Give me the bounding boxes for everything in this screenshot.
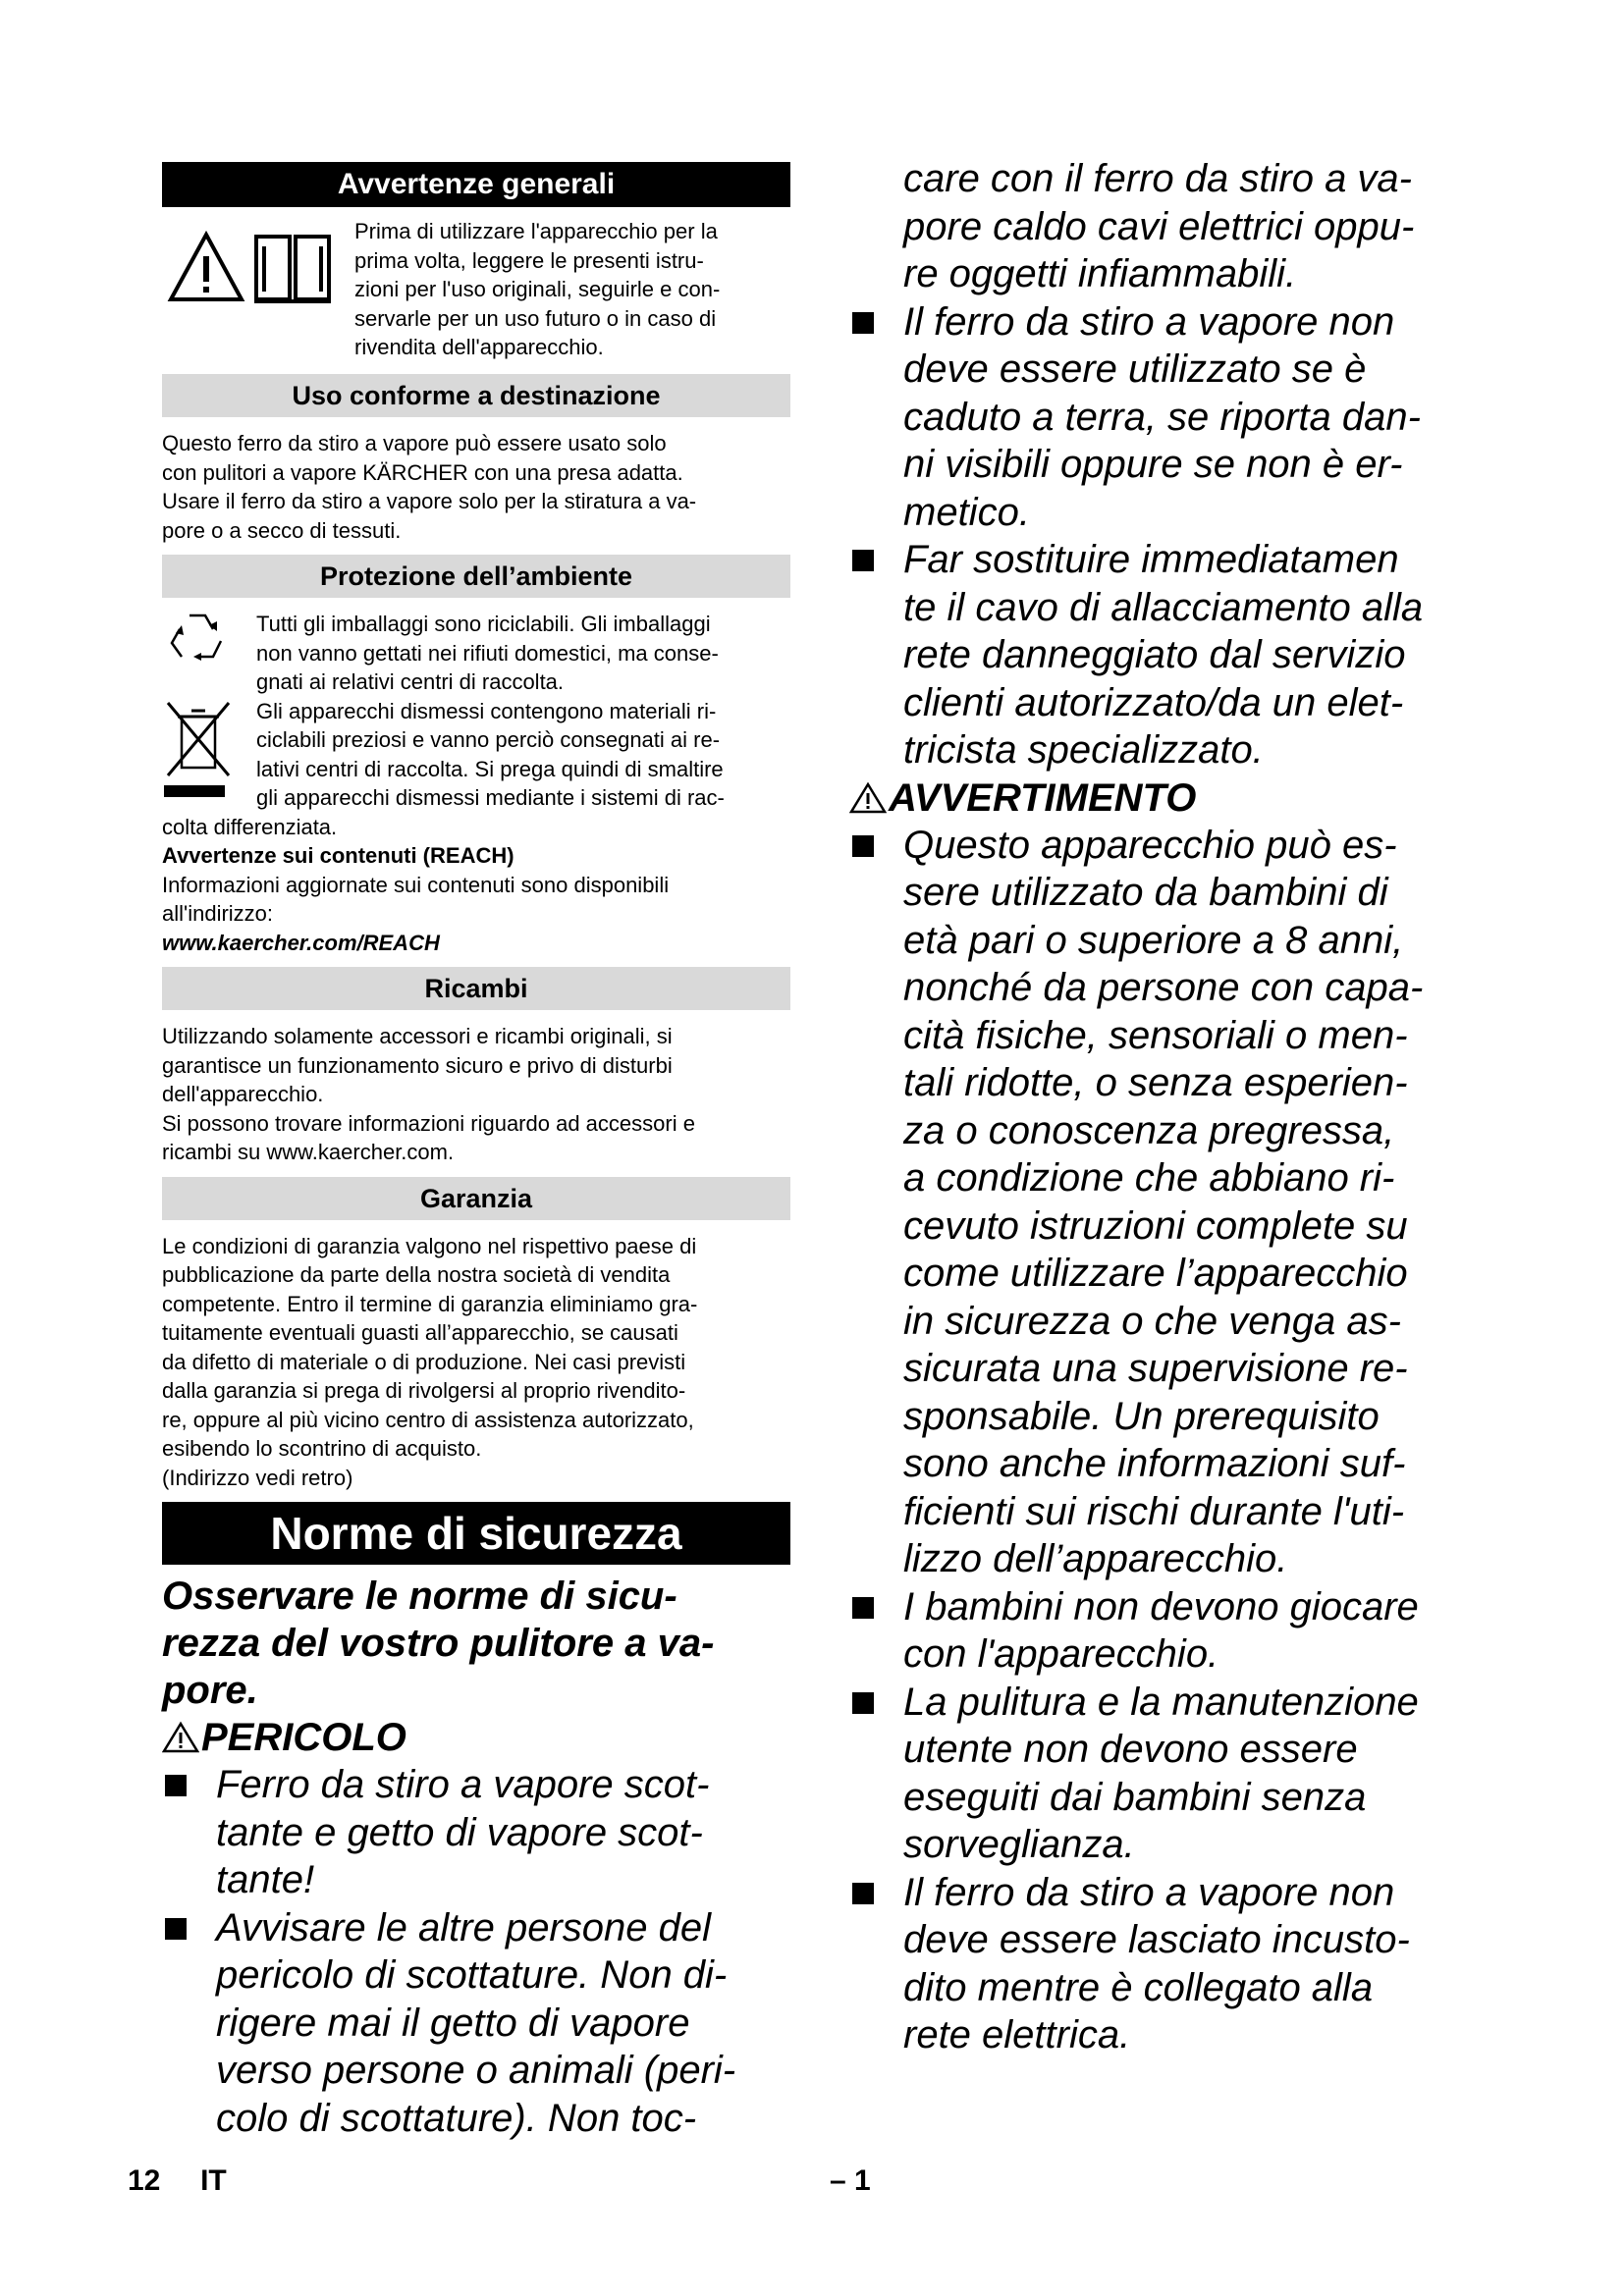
text-line: in sicurezza o che venga as- xyxy=(903,1299,1401,1343)
text-line: Prima di utilizzare l'apparecchio per la xyxy=(354,219,718,243)
text-line: Far sostituire immediatamen xyxy=(903,538,1399,581)
text-line: La pulitura e la manutenzione xyxy=(903,1680,1419,1724)
bullet-square-icon xyxy=(852,1883,874,1904)
text-line: sere utilizzato da bambini di xyxy=(903,871,1388,914)
list-item xyxy=(849,1679,1483,1869)
page-footer-left xyxy=(128,2164,227,2198)
page-footer-center: – 1 xyxy=(830,2164,871,2197)
text-line: Il ferro da stiro a vapore non xyxy=(903,1870,1395,1914)
weee-block xyxy=(162,697,790,813)
text-line: metico. xyxy=(903,490,1030,534)
weee-text xyxy=(162,697,790,813)
text-line: gli apparecchi dismessi mediante i sistemi di rac- xyxy=(256,785,725,810)
language-code: IT xyxy=(200,2164,227,2197)
right-list-top xyxy=(849,298,1483,774)
text-line: nonché da persone con capa- xyxy=(903,966,1424,1009)
bullet-square-icon xyxy=(165,1775,187,1796)
bullet-square-icon xyxy=(852,835,874,857)
text-line: rigere mai il getto di vapore xyxy=(216,2001,690,2045)
text-line: tali ridotte, o senza esperien- xyxy=(903,1061,1408,1104)
text-line: care con il ferro da stiro a va- xyxy=(903,157,1412,200)
section-title-general: Avvertenze generali xyxy=(162,162,790,207)
norme-subtitle-line: rezza del vostro pulitore a va- xyxy=(162,1622,715,1665)
text-line: esibendo lo scontrino di acquisto. xyxy=(162,1436,482,1461)
text-line: pericolo di scottature. Non di- xyxy=(216,1953,728,1997)
text-line: sponsabile. Un prerequisito xyxy=(903,1394,1380,1438)
text-line: dell'apparecchio. xyxy=(162,1082,324,1106)
section-title-ambiente: Protezione dell’ambiente xyxy=(162,555,790,598)
text-line: Informazioni aggiornate sui contenuti sono disponibili xyxy=(162,872,670,897)
text-line: re oggetti infiammabili. xyxy=(903,252,1297,295)
section-title-uso: Uso conforme a destinazione xyxy=(162,374,790,417)
list-item xyxy=(162,1904,790,2143)
ricambi-text xyxy=(162,1022,790,1167)
right-list-bottom xyxy=(849,822,1483,2059)
section-title-garanzia: Garanzia xyxy=(162,1177,790,1220)
text-line: Si possono trovare informazioni riguardo ad accessori e xyxy=(162,1110,695,1136)
text-line: Il ferro da stiro a vapore non xyxy=(903,299,1395,344)
text-line: Le condizioni di garanzia valgono nel rispettivo paese di xyxy=(162,1233,697,1258)
text-line: te il cavo di allacciamento alla xyxy=(903,585,1424,629)
text-line: tuitamente eventuali guasti all’apparecchio, se causati xyxy=(162,1320,678,1345)
general-intro xyxy=(162,217,790,364)
text-line: Utilizzando solamente accessori e ricambi originali, si xyxy=(162,1024,673,1048)
text-line: tricista specializzato. xyxy=(903,728,1264,772)
bullet-square-icon xyxy=(852,550,874,571)
text-line: tante e getto di vapore scot- xyxy=(216,1810,703,1854)
text-line: Tutti gli imballaggi sono riciclabili. Gli imballaggi xyxy=(256,612,711,636)
text-line: (Indirizzo vedi retro) xyxy=(162,1465,353,1490)
uso-text xyxy=(162,429,790,545)
text-line: rete danneggiato dal servizio xyxy=(903,633,1406,676)
text-line: lizzo dell’apparecchio. xyxy=(903,1537,1288,1580)
text-line: prima volta, leggere le presenti istru- xyxy=(354,247,704,273)
text-line: all'indirizzo: xyxy=(162,901,274,926)
text-line: ciclabili preziosi e vanno perciò consegnati ai re- xyxy=(256,727,721,752)
text-line: competente. Entro il termine di garanzia eliminiamo gra- xyxy=(162,1291,698,1316)
general-text xyxy=(354,217,720,364)
reach-title: Avvertenze sui contenuti (REACH) xyxy=(162,843,514,868)
bullet-square-icon xyxy=(852,1692,874,1714)
manual-book-icon xyxy=(252,229,333,307)
text-line: deve essere utilizzato se è xyxy=(903,347,1367,391)
text-line: sono anche informazioni suf- xyxy=(903,1442,1406,1485)
bullet-square-icon xyxy=(852,1597,874,1619)
text-line: con l'apparecchio. xyxy=(903,1632,1219,1676)
text-line: da difetto di materiale o di produzione. Nei casi previsti xyxy=(162,1349,686,1374)
text-line: Usare il ferro da stiro a vapore solo per la stiratura a va- xyxy=(162,489,697,513)
text-line: rivendita dell'apparecchio. xyxy=(354,335,604,359)
avvertimento-heading xyxy=(849,774,1483,822)
right-column xyxy=(849,155,1483,2059)
text-line: servarle per un uso futuro o in caso di xyxy=(354,305,717,331)
pericolo-heading xyxy=(162,1714,790,1761)
recycle-text xyxy=(162,610,790,697)
warning-triangle-icon xyxy=(167,229,245,307)
warning-triangle-icon xyxy=(162,1721,199,1754)
list-item xyxy=(849,1869,1483,2059)
text-line: Avvisare le altre persone del xyxy=(216,1905,711,1949)
text-line: ricambi su www.kaercher.com. xyxy=(162,1140,455,1164)
norme-subtitle-line: pore. xyxy=(162,1669,258,1712)
text-line: Questo apparecchio può es- xyxy=(903,823,1397,867)
text-line: verso persone o animali (peri- xyxy=(216,2049,736,2092)
list-item xyxy=(162,1761,790,1904)
list-item xyxy=(849,298,1483,537)
text-line: dalla garanzia si prega di rivolgersi al proprio rivendito- xyxy=(162,1378,686,1403)
recycle-block xyxy=(162,610,790,697)
text-line: clienti autorizzato/da un elet- xyxy=(903,680,1404,724)
text-line: caduto a terra, se riporta dan- xyxy=(903,395,1421,439)
text-line: dito mentre è collegato alla xyxy=(903,1965,1374,2009)
text-line: sorveglianza. xyxy=(903,1823,1135,1866)
section-title-ricambi: Ricambi xyxy=(162,967,790,1010)
bullet-square-icon xyxy=(165,1918,187,1940)
list-item xyxy=(849,536,1483,774)
text-line: Questo ferro da stiro a vapore può essere usato solo xyxy=(162,431,667,455)
crossed-bin-icon xyxy=(164,699,233,801)
text-line: garantisce un funzionamento sicuro e privo di disturbi xyxy=(162,1052,673,1078)
pericolo-list xyxy=(162,1761,790,2142)
text-line: colta differenziata. xyxy=(162,814,338,839)
text-line: pore o a secco di tessuti. xyxy=(162,517,402,543)
reach-url-link[interactable]: www.kaercher.com/REACH xyxy=(162,930,440,955)
text-line: re, oppure al più vicino centro di assistenza autorizzato, xyxy=(162,1407,694,1432)
text-line: rete elettrica. xyxy=(903,2013,1131,2056)
text-line: pubblicazione da parte della nostra società di vendita xyxy=(162,1262,671,1287)
list-item xyxy=(849,822,1483,1583)
text-line: ni visibili oppure se non è er- xyxy=(903,443,1403,486)
list-item xyxy=(849,1583,1483,1679)
text-line: deve essere lasciato incusto- xyxy=(903,1918,1410,1961)
text-line: cevuto istruzioni complete su xyxy=(903,1203,1408,1248)
text-line: colo di scottature). Non toc- xyxy=(216,2096,697,2140)
text-line: I bambini non devono giocare xyxy=(903,1584,1419,1629)
text-line: pore caldo cavi elettrici oppu- xyxy=(903,204,1415,248)
intro-icons xyxy=(162,217,354,364)
left-column xyxy=(162,162,790,2142)
text-line: eseguiti dai bambini senza xyxy=(903,1775,1367,1819)
recycle-icon xyxy=(162,606,233,676)
text-line: lativi centri di raccolta. Si prega quindi di smaltire xyxy=(256,756,724,781)
text-line: età pari o superiore a 8 anni, xyxy=(903,918,1404,962)
text-line: gnati ai relativi centri di raccolta. xyxy=(256,669,565,694)
text-line: non vanno gettati nei rifiuti domestici, ma conse- xyxy=(256,640,719,666)
text-line: Ferro da stiro a vapore scot- xyxy=(216,1763,710,1806)
pericolo-label: PERICOLO xyxy=(201,1716,406,1759)
text-line: come utilizzare l’apparecchio xyxy=(903,1252,1408,1295)
text-line: utente non devono essere xyxy=(903,1728,1358,1771)
text-line: tante! xyxy=(216,1858,315,1901)
norme-subtitle-line: Osservare le norme di sicu- xyxy=(162,1575,677,1618)
warning-triangle-icon xyxy=(849,781,887,815)
text-line: Gli apparecchi dismessi contengono materiali ri- xyxy=(256,698,717,723)
text-line: a condizione che abbiano ri- xyxy=(903,1156,1395,1200)
page-number: 12 xyxy=(128,2164,161,2197)
text-line: za o conoscenza pregressa, xyxy=(903,1108,1395,1152)
bullet-square-icon xyxy=(852,312,874,334)
avvertimento-label: AVVERTIMENTO xyxy=(889,775,1197,820)
text-line: ficienti sui rischi durante l'uti- xyxy=(903,1489,1405,1533)
text-line: con pulitori a vapore KÄRCHER con una presa adatta. xyxy=(162,459,683,485)
text-line: sicurata una supervisione re- xyxy=(903,1347,1408,1390)
section-title-norme: Norme di sicurezza xyxy=(162,1502,790,1565)
text-line: cità fisiche, sensoriali o men- xyxy=(903,1013,1408,1057)
garanzia-text xyxy=(162,1232,790,1493)
text-line: zioni per l'uso originali, seguirle e con- xyxy=(354,277,721,301)
